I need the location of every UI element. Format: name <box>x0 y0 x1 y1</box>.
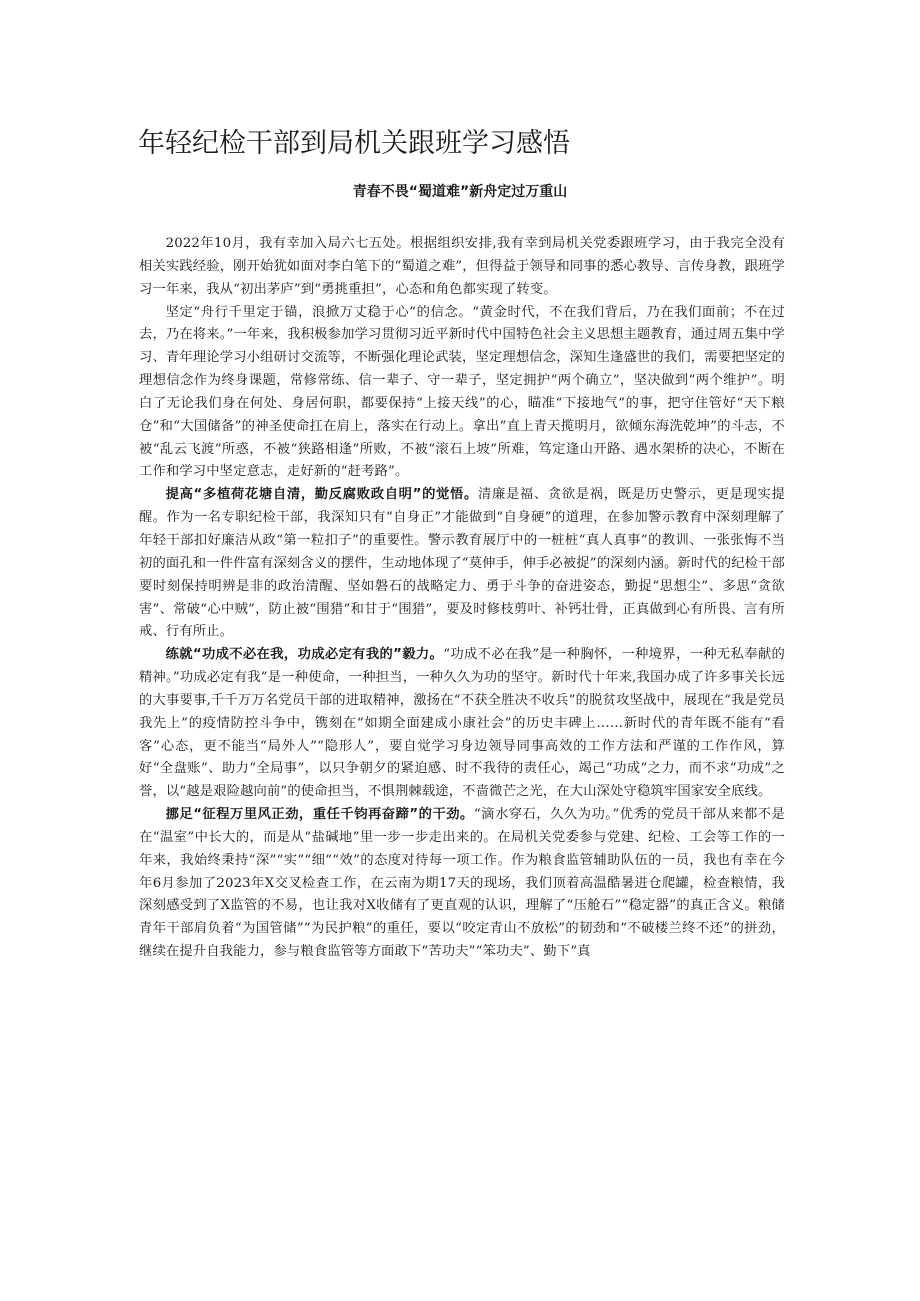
paragraph-heading: 提高“多植荷花塘自清，勤反腐败政自明”的觉悟。 <box>165 487 478 503</box>
paragraph-perseverance <box>139 644 785 804</box>
document-body <box>139 233 785 964</box>
paragraph-text: “滴水穿石，久久为功。”优秀的党员干部从来都不是在“温室”中长大的，而是从“盐碱地”里一步一步走出来的。在局机关党委参与党建、纪检、工会等工作的一年来，我始终秉持“深”“实”“细”“效”的态度对待每一项工作。作为粮食监管辅助队伍的一员，我也有幸在今年6月参加了2023年X交叉检查工作，在云南为期17天的现场，我们顶着高温酷暑进仓爬罐，检查粮情，我深刻感受到了X监管的不易，也让我对X收储有了更直观的认识，理解了“压舱石”“稳定器”的真正含义。粮储青年干部肩负着“为国管储”“为民护粮”的重任，要以“咬定青山不放松”的韧劲和“不破楼兰终不还”的拼劲，继续在提升自我能力，参与粮食监管等方面敢下“苦功夫”“笨功夫”、勤下“真 <box>139 807 785 960</box>
paragraph-intro <box>139 233 785 302</box>
paragraph-awareness <box>139 484 785 644</box>
paragraph-text: 清廉是福、贪欲是祸，既是历史警示，更是现实提醒。作为一名专职纪检干部，我深知只有“自身正”才能做到“自身硬”的道理，在参加警示教育中深刻理解了年轻干部扣好廉洁从政“第一粒扣子”的重要性。警示教育展厅中的一桩桩“真人真事”的教训、一张张悔不当初的面孔和一件件富有深刻含义的摆件，生动地体现了“莫伸手，伸手必被捉”的深刻内涵。新时代的纪检干部要时刻保持明辨是非的政治清醒、坚如磐石的战略定力、勇于斗争的奋进姿态，勤捉“思想尘”、多思“贪欲害”、常破“心中贼”，防止被“围猎”和甘于“围猎”，要及时修枝剪叶、补钙壮骨，正真做到心有所畏、言有所戒、行有所止。 <box>139 487 785 640</box>
paragraph-text: 坚定“舟行千里定于锚，浪掀万丈稳于心”的信念。“黄金时代，不在我们背后，乃在我们面前；不在过去，乃在将来。”一年来，我积极参加学习贯彻习近平新时代中国特色社会主义思想主题教育，通过周五集中学习、青年理论学习小组研讨交流等，不断强化理论武装，坚定理想信念，深知生逢盛世的我们，需要把坚定的理想信念作为终身课题，常修常练、信一辈子、守一辈子，坚定拥护“两个确立”，坚决做到“两个维护”。明白了无论我们身在何处、身居何职，都要保持“上接天线”的心，瞄准“下接地气”的事，把守住管好“天下粮仓”和“大国储备”的神圣使命扛在肩上，落实在行动上。拿出“直上青天揽明月，欲倾东海洗乾坤”的斗志，不被“乱云飞渡”所惑，不被“狭路相逢”所败，不被“滚石上坡”所难，笃定逢山开路、遇水架桥的决心，不断在工作和学习中坚定意志，走好新的“赶考路”。 <box>139 304 785 480</box>
document-subtitle: 青春不畏“蜀道难”新舟定过万重山 <box>352 184 568 200</box>
paragraph-text: “功成不必在我”是一种胸怀，一种境界，一种无私奉献的精神。”功成必定有我”是一种使命，一种担当，一种久久为功的坚守。新时代十年来,我国办成了许多事关长远的大事要事,千千万万名党员干部的进取精神，激扬在“不获全胜决不收兵”的脱贫攻坚战中，展现在“我是党员我先上”的疫情防控斗争中，镌刻在“如期全面建成小康社会”的历史丰碑上……新时代的青年既不能有“看客”心态，更不能当“局外人”“隐形人”，要自觉学习身边领导同事高效的工作方法和严谨的工作作风，算好“全盘账”、助力“全局事”，以只争朝夕的紧迫感、时不我待的责任心，竭己“功成”之力，而不求“功成”之誉，以“越是艰险越向前”的使命担当，不惧荆棘载途，不啬微芒之光，在大山深处守稳筑牢国家安全底线。 <box>139 647 785 800</box>
paragraph-belief <box>139 302 785 485</box>
paragraph-drive <box>139 804 785 964</box>
paragraph-text: 2022年10月，我有幸加入局六七五处。根据组织安排,我有幸到局机关党委跟班学习，由于我完全没有相关实践经验，刚开始犹如面对李白笔下的“蜀道之难”，但得益于领导和同事的悉心教导、言传身教，跟班学习一年来，我从“初出茅庐”到“勇挑重担”，心态和角色都实现了转变。 <box>139 236 785 297</box>
paragraph-heading: 挪足“征程万里风正劲，重任千钧再奋蹄”的干劲。 <box>165 807 474 823</box>
paragraph-heading: 练就“功成不必在我，功成必定有我的”毅力。 <box>165 647 444 663</box>
document-title: 年轻纪检干部到局机关跟班学习感悟 <box>138 128 570 159</box>
